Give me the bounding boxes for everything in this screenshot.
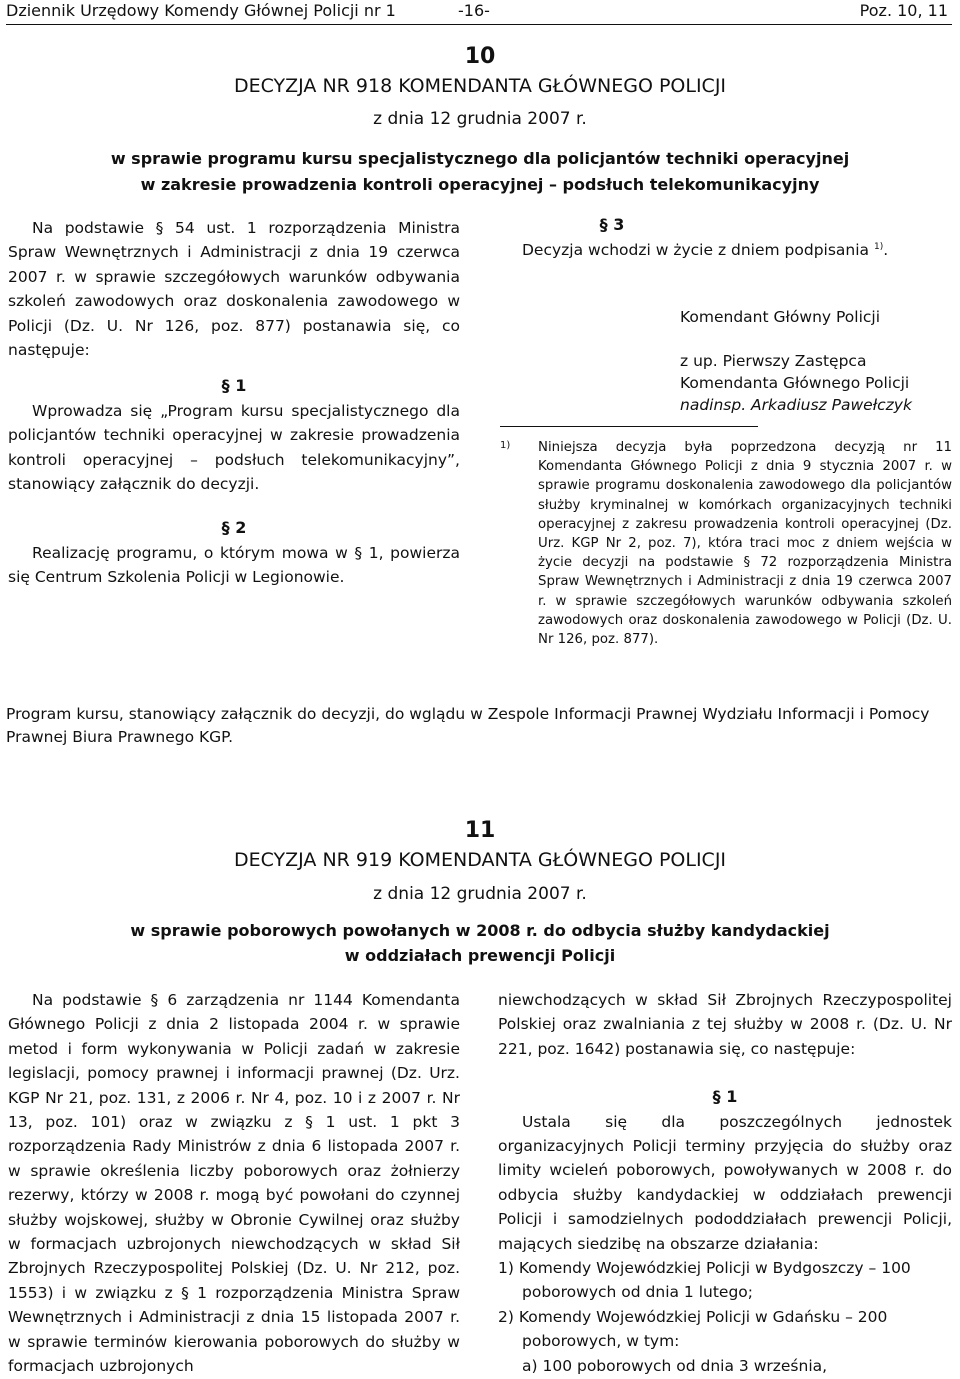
decision-11-item-2: 2) Komendy Wojewódzkiej Policji w Gdańsku – 200 poborowych, w tym: (498, 1307, 888, 1351)
signature-block (680, 306, 912, 416)
decision-10-date: z dnia 12 grudnia 2007 r. (373, 109, 587, 129)
decision-10-number: 10 (464, 44, 496, 69)
decision-11-right-intro: niewchodzących w skład Sił Zbrojnych Rzeczypospolitej Polskiej oraz zwalniania z tej służby w 2008 r. (Dz. U. Nr 221, poz. 1642) postanawia się, co następuje: (498, 991, 952, 1058)
decision-10-right-column (522, 214, 952, 261)
decision-10-paragraph-2-heading: § 2 (221, 518, 247, 538)
decision-11-preamble: Na podstawie § 6 zarządzenia nr 1144 Komendanta Głównego Policji z dnia 2 listopada 2004 r. w sprawie metod i form wykonywania w Policji zadań w zakresie legislacji, pomocy prawnej i informacji prawnej (Dz. Urz. KGP Nr 21, poz. 131, z 2006 r. Nr 4, poz. 10 i z 2007 r. Nr 13, poz. 101) oraz w związku z § 1 ust. 1 pkt 3 rozporządzenia Rady Ministrów z dnia 6 listopada 2007 r. w sprawie określenia liczby poborowych oraz żołnierzy rezerwy, którzy w 2008 r. mogą być powołani do czynnej służby wojskowej, służby w Obronie Cywilnej oraz służby w formacjach uzbrojonych niewchodzących w skład Sił Zbrojnych Rzeczypospolitej Polskiej (Dz. U. Nr 212, poz. 1553) i w związku z § 1 rozporządzenia Ministra Spraw Wewnętrznych i Administracji z dnia 15 listopada 2007 r. w sprawie terminów kierowania poborowych do służby w formacjach uzbrojonych (8, 991, 460, 1376)
decision-10-subject-line-2: w zakresie prowadzenia kontroli operacyjnej – podsłuch telekomunikacyjny (140, 175, 820, 194)
attachment-note-text: Program kursu, stanowiący załącznik do decyzji, do wglądu w Zespole Informacji Prawnej Wydziału Informacji i Pomocy Prawnej Biura Prawnego KGP. (6, 705, 930, 746)
journal-title: Dziennik Urzędowy Komendy Głównej Policji nr 1 (6, 1, 396, 20)
decision-11-paragraph-1-text: Ustala się dla poszczególnych jednostek organizacyjnych Policji terminy przyjęcia do służby oraz limity wcieleń poborowych, powoływanych w 2008 r. do odbycia służby kandydackiej w oddziałach prewencji Policji i samodzielnych pododdziałach prewencji Policji, mających siedzibę na obszarze działania: (498, 1112, 952, 1253)
footnote-text: Niniejsza decyzja była poprzedzona decyzją nr 11 Komendanta Głównego Policji z dnia 9 stycznia 2007 r. w sprawie programu doskonalenia zawodowego dla policjantów służby kryminalnej w komórkach organizacyjnych techniki operacyjnej z zakresu prowadzenia kontroli operacyjnej (Dz. Urz. KGP Nr 2, poz. 7), która traci moc z dniem wejścia w życie decyzji na podstawie § 72 rozporządzenia Ministra Spraw Wewnętrznych i Administracji z dnia 19 czerwca 2007 r. w sprawie szczegółowych warunków odbywania szkoleń zawodowych oraz doskonalenia zawodowego w Policji (Dz. U. Nr 126, poz. 877). (538, 440, 952, 648)
footnote-mark: 1) (500, 440, 511, 451)
decision-11-title: DECYZJA NR 919 KOMENDANTA GŁÓWNEGO POLICJI (233, 849, 727, 871)
decision-10-paragraph-3-end: . (883, 241, 889, 260)
decision-11-item-1: 1) Komendy Wojewódzkiej Policji w Bydgoszczy – 100 poborowych od dnia 1 lutego; (498, 1259, 911, 1302)
signature-line-1: z up. Pierwszy Zastępca (680, 352, 867, 370)
decision-10-paragraph-2-text: Realizację programu, o którym mowa w § 1, powierza się Centrum Szkolenia Policji w Legionowie. (8, 543, 460, 587)
decision-10-subject-line-1: w sprawie programu kursu specjalistycznego dla policjantów techniki operacyjnej (110, 149, 850, 168)
decision-10-title: DECYZJA NR 918 KOMENDANTA GŁÓWNEGO POLICJI (233, 75, 727, 97)
decision-11-paragraph-1-heading: § 1 (712, 1087, 738, 1107)
decision-11-number: 11 (464, 818, 496, 843)
decision-11-right-column (498, 988, 952, 1378)
signature-office: Komendant Główny Policji (680, 308, 881, 326)
decision-10-paragraph-3-text: Decyzja wchodzi w życie z dniem podpisania (522, 241, 870, 260)
decision-11-left-column (8, 988, 460, 1376)
signature-line-2: Komendanta Głównego Policji (680, 374, 910, 392)
page-number: -16- (458, 1, 490, 20)
decision-10-left-column (8, 216, 460, 590)
decision-11-item-2a: a) 100 poborowych od dnia 3 września, (522, 1356, 828, 1375)
signature-line-3: nadinsp. Arkadiusz Pawełczyk (680, 396, 912, 414)
decision-10-paragraph-1-heading: § 1 (221, 376, 247, 396)
decision-11-subject-line-2: w oddziałach prewencji Policji (344, 946, 616, 965)
position-numbers: Poz. 10, 11 (859, 1, 948, 20)
attachment-note (6, 703, 946, 749)
decision-10-paragraph-1-text: Wprowadza się „Program kursu specjalistycznego dla policjantów techniki operacyjnej w zakresie prowadzenia kontroli operacyjnej – podsłuch telekomunikacyjny”, stanowiący załącznik do decyzji. (8, 401, 460, 494)
running-header (6, 0, 952, 25)
decision-10-paragraph-3 (522, 236, 952, 261)
footnote-reference: 1) (874, 242, 884, 252)
footnote-rule (500, 426, 758, 427)
decision-11-date: z dnia 12 grudnia 2007 r. (373, 884, 587, 904)
decision-10-preamble: Na podstawie § 54 ust. 1 rozporządzenia Ministra Spraw Wewnętrznych i Administracji z dnia 19 czerwca 2007 r. w sprawie szczegółowych warunków odbywania szkoleń zawodowych oraz doskonalenia zawodowego w Policji (Dz. U. Nr 126, poz. 877) postanawia się, co następuje: (8, 219, 460, 360)
decision-10-paragraph-3-heading: § 3 (599, 215, 625, 234)
decision-11-subject-line-1: w sprawie poborowych powołanych w 2008 r. do odbycia służby kandydackiej (130, 921, 830, 940)
